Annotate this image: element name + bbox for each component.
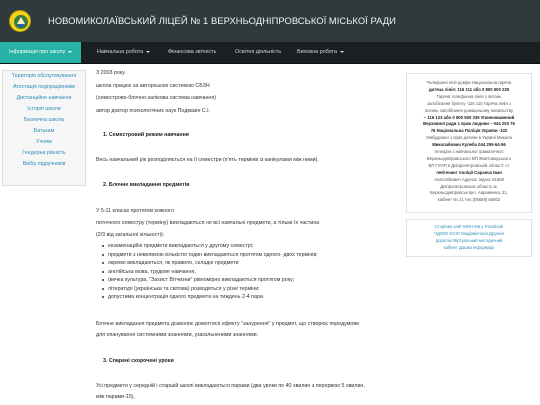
hotline-text-line: Миколайович Кулеба 044 255-64-56	[432, 142, 506, 148]
nav-item-label: Навчальна робота	[97, 49, 144, 55]
nav-item-label: Інформація про школу	[9, 49, 66, 55]
main-navbar	[0, 42, 540, 64]
intro-line: школа працює за авторською системою СБЗН	[96, 83, 210, 89]
hotline-text-line: питань запобігання домашньому насильству	[424, 107, 514, 113]
section-text: Блочне викладання предмета дозволяє домогтися ефекту "занурення" у предмет, що створює передумови	[96, 321, 360, 327]
main-article	[93, 68, 393, 405]
hotline-text-line: Анатолійович Адреса: індекс 51600	[434, 176, 504, 182]
section-text: У 5-11 класах протягом кожного	[96, 208, 174, 214]
sidebar-item-textbook-choice[interactable]: Вибір підручників	[22, 161, 66, 167]
section-heading-semester: 1. Семестровий режим навчання	[103, 132, 189, 138]
hotline-text-line: Дніпропетровська область м.	[440, 183, 498, 189]
section-text: для опанування системними знаннями, узагальненими знаннями.	[96, 332, 259, 338]
hotline-text-line: 76 Національна Поліція України -102	[430, 128, 508, 134]
sidebar-item-service-territory[interactable]: Територія обслуговування	[11, 73, 77, 79]
nav-item-upbringing-work[interactable]	[297, 42, 344, 63]
hotline-text-line: – 116 123 або 0 800 500 335 Уповноважений	[423, 114, 515, 120]
list-item: літературі (українська та світова) розводяться у різні терміни;	[101, 285, 318, 294]
section-text: Весь навчальний рік розподіляється на ІІ семестри (п'ять термінів із канікулами між ними).	[96, 157, 319, 163]
nav-item-educational-work[interactable]	[97, 42, 150, 63]
nav-item-educational-activity[interactable]	[235, 42, 281, 63]
sidebar-item-teacher-attestation[interactable]: Атестація педпрацівників	[12, 84, 75, 90]
section-text: між парами-15).	[96, 394, 136, 400]
sidebar-item-parents[interactable]: Батькам	[33, 128, 55, 134]
section-text: (2/3 від загальної кількості):	[96, 232, 165, 238]
list-item: екзаменаційні предмети викладаються у другому семестрі;	[101, 242, 318, 251]
list-item: (вечка культура, "Захист Вітчизни" рівномірно викладаються протягом року;	[101, 276, 318, 285]
hotline-text-line: дитяча лінія: 116 111 або 0 800 500 225	[428, 86, 510, 92]
section-heading-block-teaching: 2. Блочне викладання предметів	[103, 182, 190, 188]
hotline-text-line: Верхньодніпровського ВП Жовтоводського	[426, 155, 512, 161]
hotlines-panel	[406, 73, 532, 213]
nav-item-school-info[interactable]	[0, 42, 81, 63]
hotline-text-line: ВП ГУНП в Дніпропетровській області: ст	[428, 162, 510, 168]
nav-item-label: Освітня діяльність	[235, 49, 282, 55]
section-text: Усі предмети у середній і старшій школі викладаються парами (два уроки по 40 хвилин з перервою 5 хвилин,	[96, 383, 365, 389]
intro-line: автор доктор психологічних наук Подмазін С.І.	[96, 108, 211, 114]
sidebar-item-safe-school[interactable]: Безпечна школа	[24, 117, 64, 123]
sidebar-item-students[interactable]: Учням	[36, 139, 52, 145]
useful-links-line[interactable]: дорогою Віртуальний методичний	[435, 238, 503, 243]
useful-links-line[interactable]: ЧДІЗІО ЄСІО Медіавікторія Дружня	[434, 231, 504, 236]
useful-links-panel	[406, 219, 532, 257]
nav-item-label: Фінансова звітність	[168, 49, 217, 55]
caret-down-icon	[68, 51, 72, 53]
section-heading-paired-lessons: 3. Спарені скорочені уроки	[103, 358, 174, 364]
hotline-text-line: запобігання булінгу -116 110 Гаряча лінія з	[427, 100, 511, 106]
list-item: англійська мова, трудове навчання,	[101, 268, 318, 277]
nav-item-label: Виховна робота	[297, 49, 337, 55]
useful-links-line[interactable]: кабінет Дошки інформації	[443, 245, 495, 250]
hotline-text-line: Гаряча телефонна лінія з питань	[436, 93, 502, 99]
list-item: окремо викладаються, як правило, складні предмети	[101, 259, 318, 268]
sidebar-item-gender-equality[interactable]: Гендерна рівність	[22, 150, 66, 156]
useful-links-line[interactable]: Сторінки сайт МОН Ми у Facebook	[434, 224, 504, 229]
sidebar-item-school-history[interactable]: Історія школи	[27, 106, 61, 112]
site-title: НОВОМИКОЛАЇВСЬКИЙ ЛІЦЕЙ № 1 ВЕРХНЬОДНІПРОВСЬКОЇ МІСЬКОЇ РАДИ	[48, 15, 396, 26]
nav-item-financial-reports[interactable]	[168, 42, 216, 63]
hotline-text-line: кабінет № 21 тел.(05658) 60602	[437, 197, 501, 203]
intro-line: (семестрово-блочно-залікова система навчання)	[96, 95, 216, 101]
hotline-text-line: телефон з навчальної граматичної:	[434, 149, 504, 154]
hotline-text-line: Омбудсмен з прав дитини в Україні Микола	[426, 135, 512, 141]
hotline-text-line: Верхньодніпровськ вул. Авраменка, 21,	[430, 190, 508, 196]
school-emblem-icon[interactable]	[9, 10, 31, 32]
hotline-text-line: Телефонні лінії довіри Національна гаряча	[426, 80, 512, 85]
caret-down-icon	[340, 51, 344, 53]
intro-line: З 2003 року	[96, 70, 125, 76]
hotline-text-line: лейтенант поліції Саранча Іван	[436, 169, 502, 175]
block-teaching-list	[101, 242, 318, 302]
list-item: допустима концентрація одного предмета на тиждень 2-4 пари.	[101, 293, 318, 302]
site-header	[0, 0, 540, 42]
sidebar-item-distance-learning[interactable]: Дистанційне навчання	[16, 95, 72, 101]
caret-down-icon	[146, 51, 150, 53]
hotline-text-line: Верховної ради з прав людини – 044 253 76	[423, 121, 515, 127]
list-item: предмети з невеликою кількістю годин викладаються протягом одного- двох термінів;	[101, 251, 318, 260]
section-text: поточного семестру (терміну) викладаються не всі навчальні предмети, а тільки їх частина	[96, 220, 320, 226]
sidebar-menu	[2, 70, 86, 186]
